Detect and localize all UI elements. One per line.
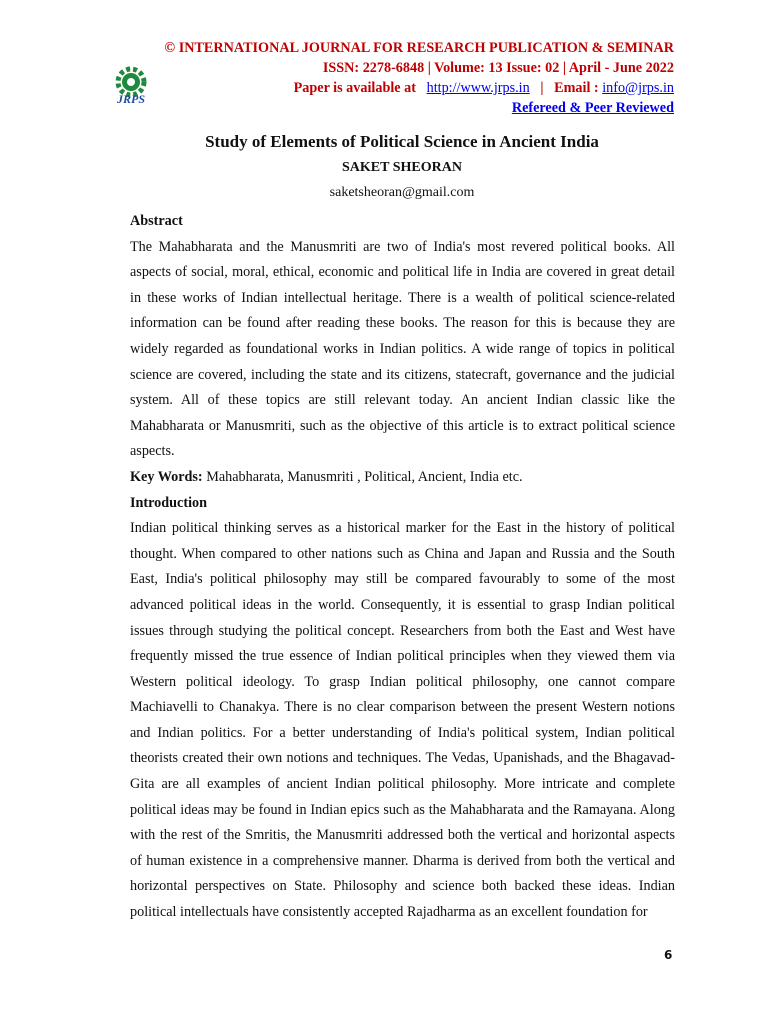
separator: | [540,80,544,96]
journal-header [100,38,674,118]
journal-email-link[interactable]: info@jrps.in [602,80,674,96]
jrps-logo [103,62,159,106]
journal-name: © INTERNATIONAL JOURNAL FOR RESEARCH PUBLICATION & SEMINAR [164,40,674,56]
refereed-badge: Refereed & Peer Reviewed [511,100,674,116]
introduction-text: Indian political thinking serves as a historical marker for the East in the history of political thought. When compared to other nations such as China and Japan and Russia and the South East, India's political philosophy may still be compared favourably to some of the most advanced political ideas in the world. Consequently, it is essential to grasp Indian political issues through studying the political concept. Researchers from both the East and West have frequently missed the true essence of Indian political principles when they viewed them via Western political ideology. To grasp Indian political philosophy, one cannot compare Machiavelli to Chanakya. There is no clear comparison between the present Western notions and Indian politics. For a better understanding of India's political system, Indian political theorists created their own notions and techniques. The Vedas, Upanishads, and the Bhagavad-Gita are all examples of ancient Indian political philosophy. More intricate and complete political ideas may be found in Indian epics such as the Mahabharata and the Ramayana. Along with the rest of the Smritis, the Manusmriti addressed both the vertical and horizontal aspects of human existence in a comprehensive manner. Dharma is derived from both the vertical and horizontal perspectives on State. Philosophy and science both backed these ideas. Indian political intellectuals have consistently accepted Rajadharma as an excellent foundation for [130,520,675,921]
issn-line: ISSN: 2278-6848 | Volume: 13 Issue: 02 | April - June 2022 [322,60,674,76]
availability-line [100,78,674,98]
available-label: Paper is available at [293,80,416,96]
abstract-text: The Mahabharata and the Manusmriti are two of India's most revered political books. All aspects of social, moral, ethical, economic and political life in India are covered in great detail in these works of Indian intellectual heritage. There is a wealth of political science-related information can be found after reading these books. The reason for this is because they are widely regarded as foundational works in Indian politics. A wide range of topics in political science are covered, including the state and its citizens, statecraft, governance and the judicial system. All of these topics are still relevant today. An ancient Indian classic like the Mahabharata or Manusmriti, such as the objective of this article is to extract political science aspects. [130,238,675,460]
author-name: SAKET SHEORAN [342,160,462,175]
introduction-heading: Introduction [130,494,207,511]
keywords [130,465,675,491]
logo-text: JRPS [116,92,146,106]
email-label: Email : [554,80,599,96]
paper-body [130,209,675,926]
keywords-label: Key Words: [130,468,203,485]
author-email: saketsheoran@gmail.com [329,185,475,200]
page-number: 6 [664,948,673,962]
abstract-heading: Abstract [130,213,183,229]
keywords-list: Mahabharata, Manusmriti , Political, Ancient, India etc. [202,468,523,485]
paper-title: Study of Elements of Political Science in Ancient India [205,132,599,151]
journal-url-link[interactable]: http://www.jrps.in [426,80,530,96]
